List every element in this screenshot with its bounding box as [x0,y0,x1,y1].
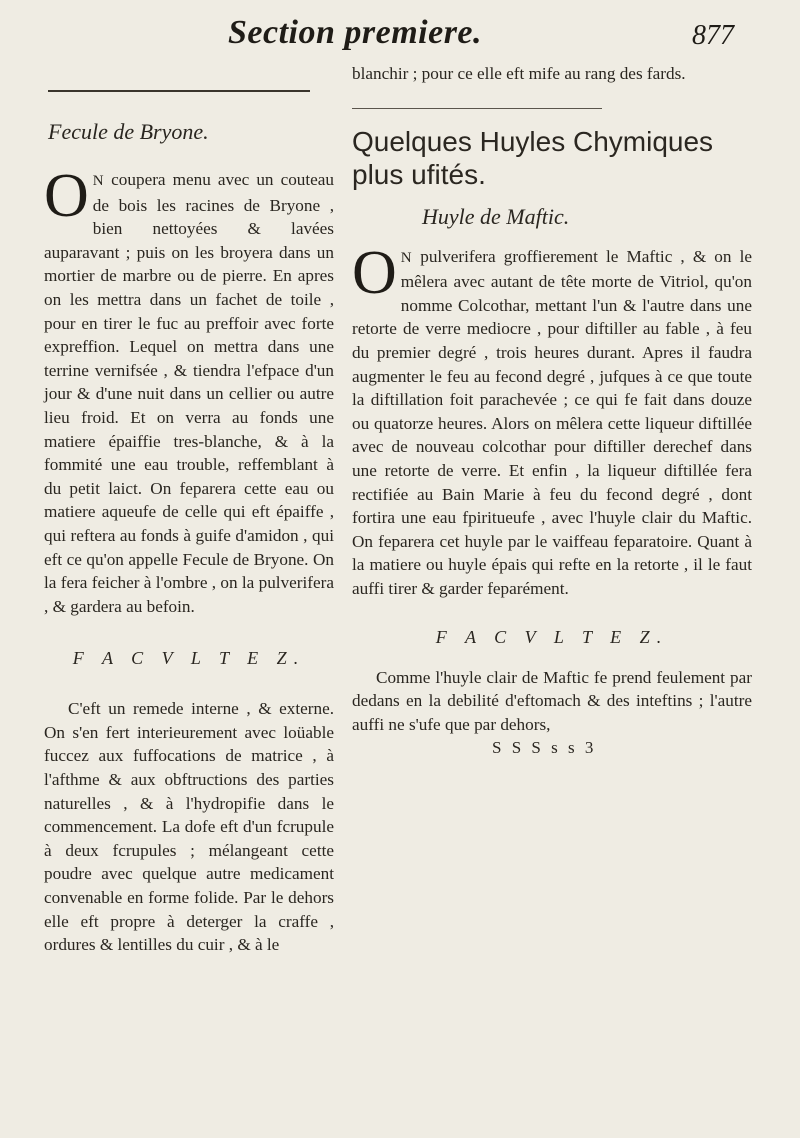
first-word-left: N [92,173,105,189]
continued-text: blanchir ; pour ce elle eft mife au rang des fards. [352,64,686,83]
paragraph-fecule-text [44,162,335,618]
faculte-heading-left: F A C V L T E Z. [72,648,306,669]
page-number: 877 [692,20,734,51]
paragraph-mastic-text [352,238,752,601]
heading-huyles-chymiques: Quelques Huyles Chymiques plus ufités. [352,125,714,190]
first-word-right: N [400,249,413,266]
paragraph-facultez-left: C'eft un remede interne , & externe. On s'en fert interieurement avec loüable fuccez aux fuffocations de matrice , à l'afthme & aux obftructions des parties naturelles , & à l'hydropifie dans le commencement. La dofe eft d'un fcrupule à deux fcrupules ; mélangeant cette poudre avec quelque autre medicament convenable en forme folide. Par le dehors elle eft propre à deterger la craffe , ordures & lentilles du cuir , & à le [44,699,334,955]
section-title-fecule: Fecule de Bryone. [48,119,209,144]
running-head [0,12,800,62]
right-column [352,62,752,758]
paragraph-facultez-right: Comme l'huyle clair de Maftic fe prend feulement par dedans en la debilité d'eftomach & des inteftins ; l'autre auffi ne s'ufe que par dehors, [352,667,752,734]
paragraph-fecule [44,162,335,618]
left-column [44,90,334,957]
dropcap-left: O [44,162,89,230]
paragraph-mastic [352,238,752,601]
faculte-heading-right: F A C V L T E Z. [435,626,669,647]
paragraph-mastic-body: pulverifera groffierement le Maftic , & on le mêlera avec autant de tête morte de Vitriol, qu'on nomme Colcothar, mettant l'un & l'autre dans une retorte de verre mediocre , pour diftiller au fable , à feu du premier degré , trois heures durant. Apres il faudra augmenter le feu au fecond degré , jufques à ce que toute la diftillation foit parachevée ; ce qui fe fait dans douze ou quatorze heures. Alors on mêlera cette liqueur diftillée avec de nouveau colcothar pour diftiller derechef dans une retorte de verre. Et enfin , la liqueur diftillée fera rectifiée au Bain Marie à feu du fecond degré , dont fortira une eau fpiritueufe , avec l'huyle clair du Maftic. On feparera cet huyle par le vaiffeau feparatoire. Quant à la matiere ou huyle épais qui refte en la retorte , il le faut auffi tirer & garder feparément. [352,246,752,598]
dropcap-right: O [352,238,397,307]
subheading-huyle-mastic: Huyle de Maftic. [422,203,570,229]
header-rule-left [48,90,310,92]
running-head-title: Section premiere. [228,14,483,51]
section-divider [352,108,602,109]
paragraph-fecule-body: coupera menu avec un couteau de bois les racines de Bryone , bien nettoyées & lavées auparavant ; puis on les broyera dans un mortier de marbre ou de pierre. En apres on les mettra dans un fachet de toile , pour en tirer le fuc au preffoir avec forte expreffion. Lequel on mettra dans une terrine vernifsée , & tiendra l'efpace d'un jour & d'une nuit dans un cellier ou autre lieu froid. Et on verra au fonds une matiere épaiffie tres-blanche, & à la fommité une eau trouble, reffemblant à du petit laict. On feparera cette eau ou matiere aqueufe de celle qui eft épaiffe , qui reftera au fonds à guife d'amidon , qui eft ce qu'on appelle Fecule de Bryone. On la fera feicher à l'ombre , on la pulverifera , & gardera au befoin. [44,170,335,616]
signature-mark: S S S s s 3 [492,738,597,758]
